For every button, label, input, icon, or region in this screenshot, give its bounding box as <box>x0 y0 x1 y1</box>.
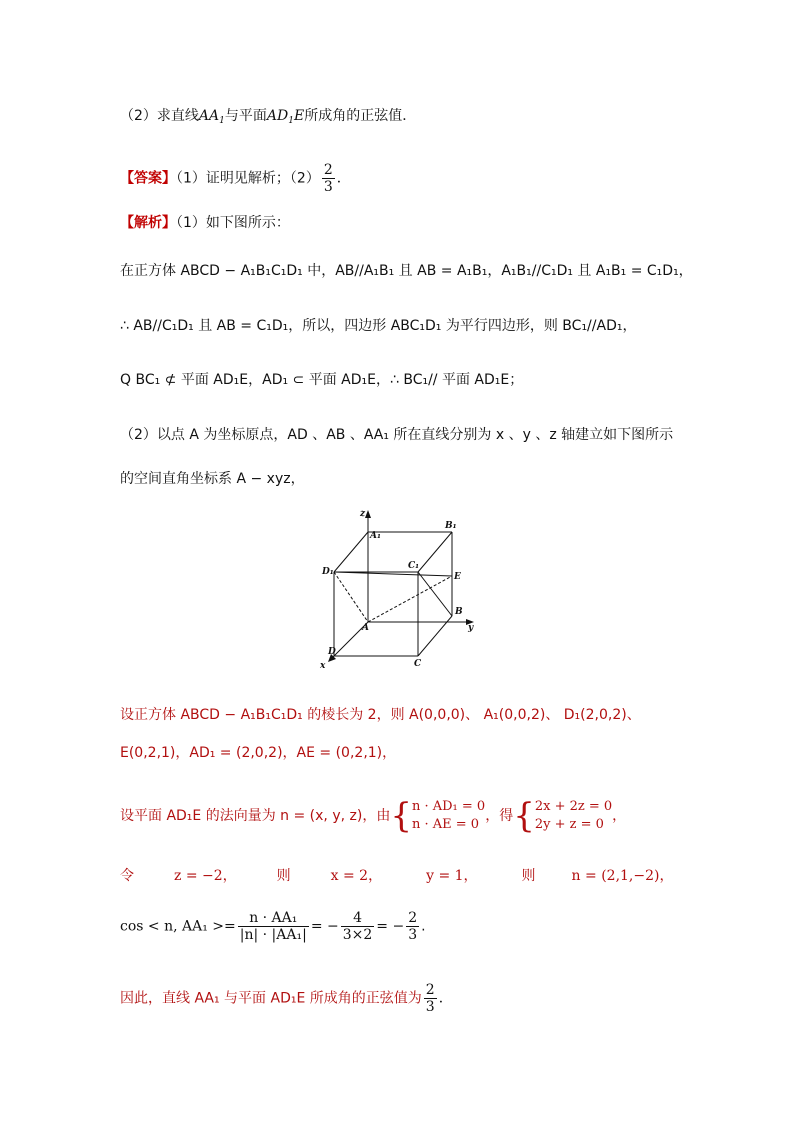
label-y: y <box>468 623 474 633</box>
paragraph-6: 设正方体 ABCD − A₁B₁C₁D₁ 的棱长为 2，则 A(0,0,0)、 A₁(0,0,2)、 D₁(2,0,2)、 <box>120 707 641 723</box>
paragraph-10: cos < n, AA₁ >= $\frac{\text{n · AA₁}}{\text{|n| · |AA₁|}}$ = − $\frac{4}{3\times 2}$ = − $\frac{2}{3}$ . <box>120 910 426 943</box>
answer-tag: 【答案】 <box>120 170 176 187</box>
label-c: C <box>414 659 422 669</box>
paragraph-7: E(0,2,1)，AD₁ = (2,0,2)，AE = (0,2,1)， <box>120 745 397 761</box>
label-x: x <box>320 661 326 671</box>
analysis-line <box>120 213 290 233</box>
system-1: n · AD₁ = 0 n · AE = 0 <box>411 799 486 832</box>
analysis-tag: 【解析】 <box>120 215 176 231</box>
label-e: E <box>454 572 461 582</box>
paragraph-8: 设平面 AD₁E 的法向量为 n = (x, y, z)，由{n · AD₁ = 0 n · AE = 0，得{2x + 2z = 0 2y + z = 0， <box>120 796 627 836</box>
line-name: $AA_1$ <box>198 108 225 126</box>
answer-fraction: $\frac{2}{3}$ <box>323 162 333 195</box>
paragraph-2: ∴ AB//C₁D₁ 且 AB = C₁D₁，所以，四边形 ABC₁D₁ 为平行四边形，则 BC₁//AD₁， <box>120 318 637 334</box>
plane-name: $AD_1E$ <box>266 108 305 126</box>
question-text: （2）求直线 <box>120 108 199 124</box>
cos-fraction: $\frac{\text{n · AA₁}}{\text{|n| · |AA₁|}}$ <box>239 910 307 943</box>
paragraph-11: 因此，直线 AA₁ 与平面 AD₁E 所成角的正弦值为 $\frac{2}{3}$ ． <box>120 982 453 1015</box>
paragraph-4: （2）以点 A 为坐标原点，AD 、AB 、AA₁ 所在直线分别为 x 、y 、z 轴建立如下图所示 <box>120 427 674 443</box>
label-b: B <box>455 607 463 617</box>
label-z: z <box>360 509 366 519</box>
answer-line: 【答案】（1）证明见解析；（2） $\frac{2}{3}$ ． <box>120 162 351 195</box>
conclusion-fraction: $\frac{2}{3}$ <box>425 982 435 1015</box>
paragraph-1: 在正方体 ABCD − A₁B₁C₁D₁ 中，AB//A₁B₁ 且 AB = A₁B₁，A₁B₁//C₁D₁ 且 A₁B₁ = C₁D₁， <box>120 263 693 279</box>
paragraph-5: 的空间直角坐标系 A − xyz， <box>120 471 305 487</box>
label-b1: B₁ <box>445 521 457 531</box>
label-d: D <box>328 647 336 657</box>
label-a1: A₁ <box>370 531 381 541</box>
cube-figure <box>310 506 490 674</box>
label-c1: C₁ <box>408 561 420 571</box>
answer-text: （1）证明见解析；（2） <box>176 170 320 187</box>
question-line: （2）求直线$AA_1$与平面$AD_1E$所成角的正弦值． <box>120 108 417 126</box>
paragraph-9: 令 z = −2， 则 x = 2， y = 1， 则 n = (2,1,−2)， <box>120 868 674 884</box>
analysis-text: （1）如下图所示： <box>176 215 290 231</box>
system-2: 2x + 2z = 0 2y + z = 0 <box>534 799 613 832</box>
label-a: A <box>362 623 369 633</box>
label-d1: D₁ <box>322 567 334 577</box>
paragraph-3: Q BC₁ ⊄ 平面 AD₁E，AD₁ ⊂ 平面 AD₁E，∴ BC₁// 平面 AD₁E； <box>120 372 524 388</box>
